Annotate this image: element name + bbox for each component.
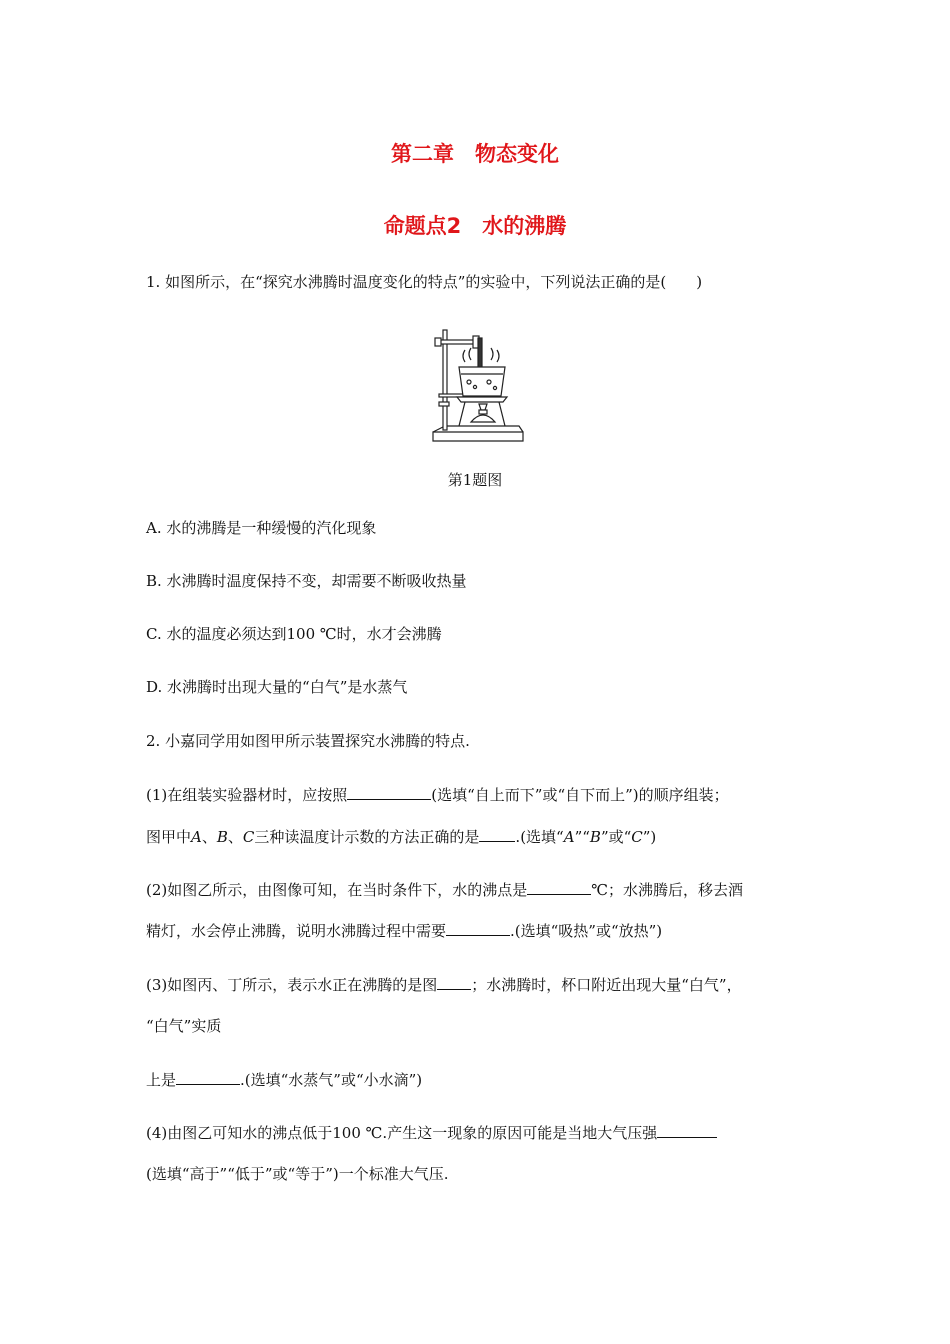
q2-part4-line2: (选填“高于”“低于”或“等于”)一个标准大气压. <box>146 1165 449 1183</box>
question-1-stem: 1. 如图所示，在“探究水沸腾时温度变化的特点”的实验中，下列说法正确的是( ) <box>146 273 703 291</box>
answer-blank[interactable] <box>657 1122 717 1138</box>
option-a: A. 水的沸腾是一种缓慢的汽化现象 <box>146 519 377 537</box>
answer-blank[interactable] <box>446 920 510 936</box>
answer-blank[interactable] <box>527 879 591 895</box>
answer-blank[interactable] <box>479 826 515 842</box>
answer-blank[interactable] <box>437 974 471 990</box>
q2-part3-line2: “白气”实质 <box>146 1017 222 1035</box>
option-b: B. 水沸腾时温度保持不变，却需要不断吸收热量 <box>146 572 467 590</box>
section-title: 命题点2 水的沸腾 <box>383 214 567 238</box>
q2-part3-line3: 上是 .(选填“水蒸气”或“小水滴”) <box>146 1071 423 1089</box>
q2-part1-line1: (1)在组装实验器材时，应按照 (选填“自上而下”或“自下而上”)的顺序组装； <box>146 786 729 804</box>
boiling-apparatus-figure <box>425 312 525 447</box>
option-c: C. 水的温度必须达到100 ℃时，水才会沸腾 <box>146 625 442 643</box>
answer-blank[interactable] <box>347 784 431 800</box>
figure-1-caption: 第1题图 <box>447 471 503 489</box>
q2-part1-line2: 图甲中A、B、C三种读温度计示数的方法正确的是 .(选填“A”“B”或“C”) <box>146 828 657 846</box>
question-2-stem: 2. 小嘉同学用如图甲所示装置探究水沸腾的特点. <box>146 732 470 750</box>
q2-part4-line1: (4)由图乙可知水的沸点低于100 ℃.产生这一现象的原因可能是当地大气压强 <box>146 1122 717 1143</box>
q2-part3-line1: (3)如图丙、丁所示，表示水正在沸腾的是图 ；水沸腾时，杯口附近出现大量“白气”， <box>146 976 742 994</box>
q2-part2-line2: 精灯，水会停止沸腾，说明水沸腾过程中需要 .(选填“吸热”或“放热”) <box>146 922 663 940</box>
chapter-title: 第二章 物态变化 <box>391 142 559 166</box>
q2-part2-line1: (2)如图乙所示，由图像可知，在当时条件下，水的沸点是 ℃；水沸腾后，移去酒 <box>146 881 744 899</box>
option-d: D. 水沸腾时出现大量的“白气”是水蒸气 <box>146 678 408 696</box>
answer-blank[interactable] <box>176 1069 240 1085</box>
